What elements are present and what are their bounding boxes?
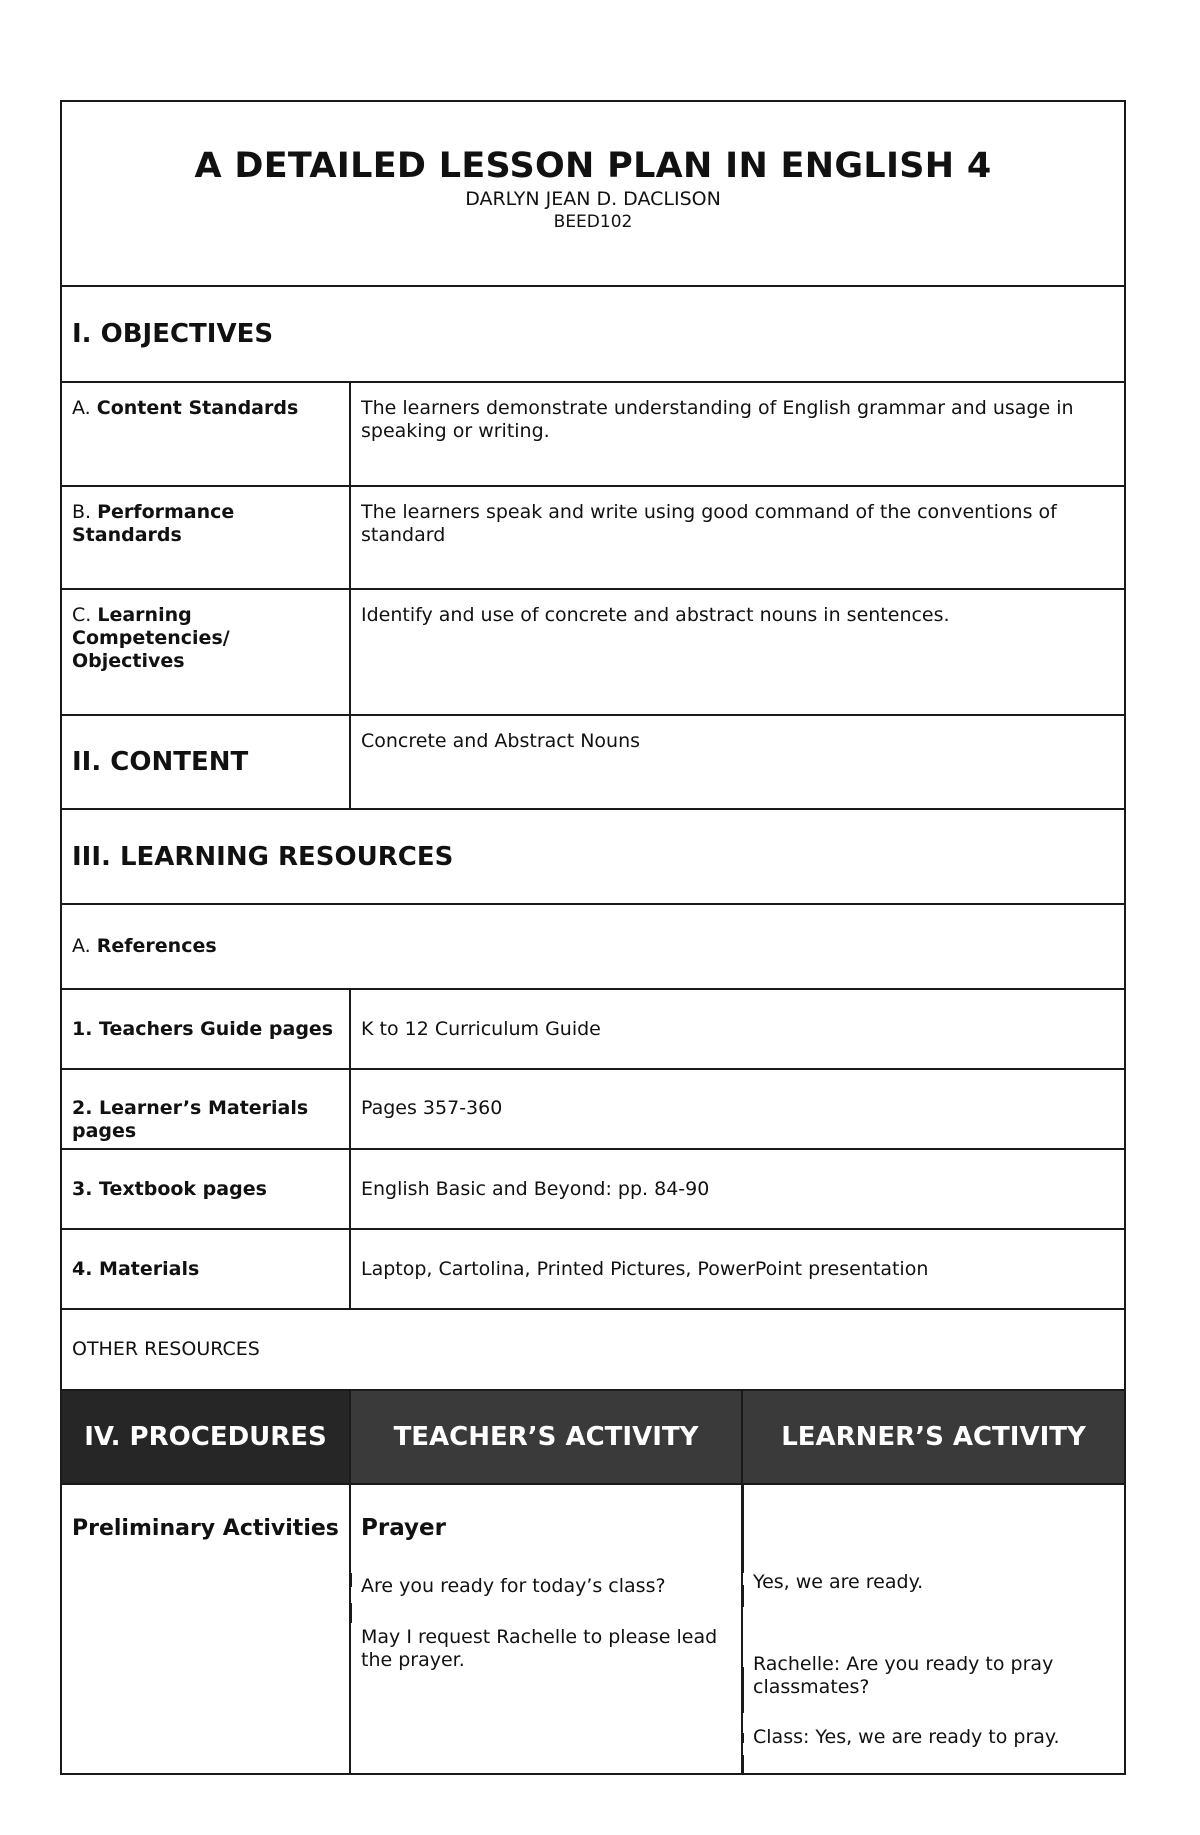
- learner-activity-cell: [742, 1484, 1125, 1774]
- course-code: BEED102: [553, 212, 633, 232]
- author-name: DARLYN JEAN D. DACLISON: [465, 188, 721, 210]
- prayer-heading: Prayer: [361, 1515, 446, 1541]
- resource-row: [61, 1229, 1125, 1309]
- learning-competencies-label: [61, 589, 350, 715]
- divider-tick: [742, 1755, 744, 1773]
- references-row: [61, 904, 1125, 989]
- other-resources-row: [61, 1309, 1125, 1390]
- content-row: [61, 715, 1125, 809]
- resource-label: 4. Materials: [61, 1229, 350, 1309]
- content-heading: II. CONTENT: [61, 715, 350, 809]
- content-standards-label: [61, 382, 350, 486]
- document-title: A DETAILED LESSON PLAN IN ENGLISH 4: [194, 146, 992, 186]
- lesson-plan-table: [60, 100, 1126, 1775]
- resource-value: Laptop, Cartolina, Printed Pictures, PowerPoint presentation: [350, 1229, 1125, 1309]
- procedures-header: IV. PROCEDURES: [61, 1390, 350, 1484]
- other-resources-label: OTHER RESOURCES: [61, 1309, 1125, 1390]
- lesson-plan-sheet: [60, 100, 1124, 1775]
- divider-tick: [350, 1603, 352, 1623]
- content-standards-row: [61, 382, 1125, 486]
- references-label-text: References: [96, 935, 217, 957]
- resource-value: K to 12 Curriculum Guide: [350, 989, 1125, 1069]
- objectives-heading-row: [61, 286, 1125, 382]
- learner-line: Rachelle: Are you ready to pray classmates?: [753, 1653, 1054, 1698]
- learner-activity-header: LEARNER’S ACTIVITY: [742, 1390, 1125, 1484]
- divider-tick: [742, 1667, 744, 1713]
- preliminary-row: [61, 1484, 1125, 1774]
- divider-tick: [742, 1733, 744, 1743]
- resource-row: [61, 989, 1125, 1069]
- learner-line: Class: Yes, we are ready to pray.: [753, 1726, 1060, 1748]
- performance-standards-label-text: Performance Standards: [72, 501, 235, 546]
- header-cell: [61, 101, 1125, 286]
- learning-competencies-row: [61, 589, 1125, 715]
- learning-competencies-label-text: Learning Competencies/ Objectives: [72, 604, 230, 672]
- procedures-header-row: [61, 1390, 1125, 1484]
- references-label: [61, 904, 1125, 989]
- content-value: Concrete and Abstract Nouns: [350, 715, 1125, 809]
- performance-standards-prefix: B.: [72, 501, 92, 523]
- header-row: [61, 101, 1125, 286]
- divider-tick: [350, 1573, 352, 1587]
- divider-tick: [742, 1485, 744, 1573]
- resource-label: 1. Teachers Guide pages: [61, 989, 350, 1069]
- teacher-line: May I request Rachelle to please lead the prayer.: [361, 1626, 718, 1671]
- divider-tick: [742, 1585, 744, 1607]
- resource-label: 2. Learner’s Materials pages: [61, 1069, 350, 1149]
- performance-standards-value: The learners speak and write using good command of the conventions of standard: [350, 486, 1125, 589]
- learning-competencies-value: Identify and use of concrete and abstract nouns in sentences.: [350, 589, 1125, 715]
- content-standards-label-text: Content Standards: [96, 397, 299, 419]
- content-standards-prefix: A.: [72, 397, 91, 419]
- resource-value: English Basic and Beyond: pp. 84-90: [350, 1149, 1125, 1229]
- preliminary-label: Preliminary Activities: [61, 1484, 350, 1774]
- references-prefix: A.: [72, 935, 91, 957]
- objectives-heading: I. OBJECTIVES: [61, 286, 1125, 382]
- resource-value: Pages 357-360: [350, 1069, 1125, 1149]
- resource-label: 3. Textbook pages: [61, 1149, 350, 1229]
- resource-row: [61, 1069, 1125, 1149]
- performance-standards-row: [61, 486, 1125, 589]
- teacher-activity-header: TEACHER’S ACTIVITY: [350, 1390, 742, 1484]
- content-standards-value: The learners demonstrate understanding of English grammar and usage in speaking or writing.: [350, 382, 1125, 486]
- resource-row: [61, 1149, 1125, 1229]
- learning-competencies-prefix: C.: [72, 604, 92, 626]
- resources-heading-row: [61, 809, 1125, 904]
- learner-line: Yes, we are ready.: [753, 1571, 924, 1593]
- teacher-line: Are you ready for today’s class?: [361, 1575, 666, 1597]
- resources-heading: III. LEARNING RESOURCES: [61, 809, 1125, 904]
- teacher-activity-cell: [350, 1484, 742, 1774]
- performance-standards-label: [61, 486, 350, 589]
